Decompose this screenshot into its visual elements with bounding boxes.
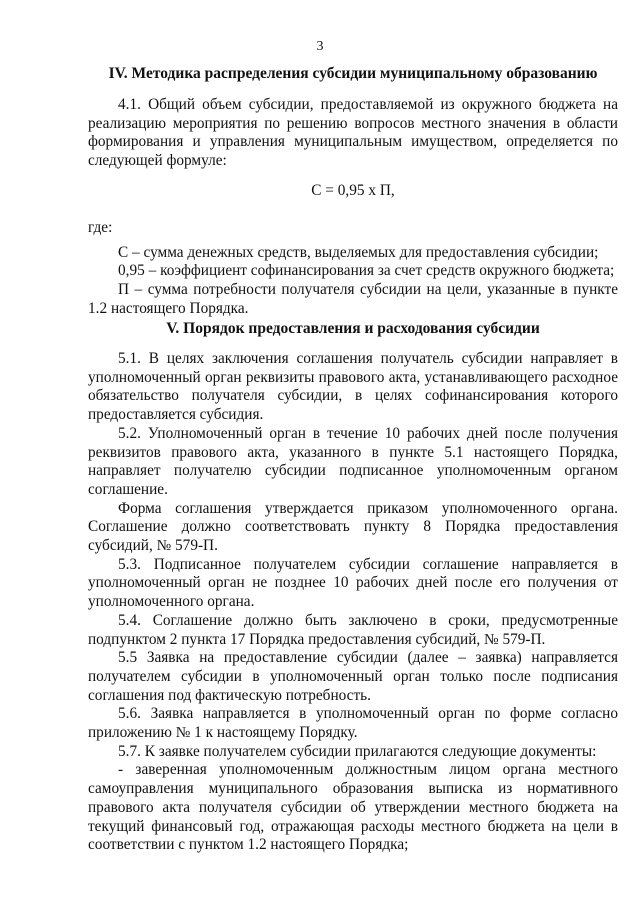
paragraph-5-2-form: Форма соглашения утверждается приказом уполномоченного органа. Соглашение должно соответствовать пункту 8 Порядка предоставления субсидий, № 579-П. <box>88 499 618 555</box>
definition-c: С – сумма денежных средств, выделяемых для предоставления субсидии; <box>118 243 599 261</box>
definition-p: П – сумма потребности получателя субсидии на цели, указанные в пункте 1.2 настоящего Порядка. <box>88 281 618 317</box>
paragraph-4-1: 4.1. Общий объем субсидии, предоставляемой из окружного бюджета на реализацию мероприятия по решению вопросов местного значения в области формирования и управления муниципальным имуществом, определяется по следующей формуле: <box>88 96 618 170</box>
where-label: где: <box>88 219 113 236</box>
paragraph-5-3: 5.3. Подписанное получателем субсидии соглашение направляется в уполномоченный орган не позднее 10 рабочих дней после его получения от уполномоченного органа. <box>88 555 618 611</box>
formula-block <box>88 182 618 201</box>
definitions-block <box>88 219 618 319</box>
section-4-body <box>88 96 618 171</box>
paragraph-5-5: 5.5 Заявка на предоставление субсидии (далее – заявка) направляется получателем субсидии в уполномоченный орган только после подписания соглашения под фактическую потребность. <box>88 649 618 704</box>
page-number: 3 <box>316 39 324 54</box>
definition-k: 0,95 – коэффициент софинансирования за счет средств окружного бюджета; <box>118 262 615 280</box>
paragraph-5-1: 5.1. В целях заключения соглашения получатель субсидии направляет в уполномоченный орган реквизиты правового акта, устанавливающего расходное обязательство получателя субсидии, в целях софинансирования которого предоставляется субсидия. <box>88 350 618 424</box>
section-5-heading: V. Порядок предоставления и расходования субсидии <box>166 320 540 337</box>
paragraph-5-4: 5.4. Соглашение должно быть заключено в сроки, предусмотренные подпунктом 2 пункта 17 Порядка предоставления субсидий, № 579-П. <box>88 611 618 648</box>
paragraph-5-7: 5.7. К заявке получателем субсидии прилагаются следующие документы: <box>118 742 597 760</box>
section-4-heading: IV. Методика распределения субсидии муниципальному образованию <box>108 65 598 82</box>
paragraph-5-7-item: - заверенная уполномоченным должностным лицом органа местного самоуправления муниципального образования выписка из нормативного правового акта получателя субсидии об утверждении местного бюджета на текущий финансовый год, отражающая расходы местного бюджета на цели в соответствии с пунктом 1.2 настоящего Порядка; <box>88 761 618 854</box>
paragraph-5-6: 5.6. Заявка направляется в уполномоченный орган по форме согласно приложению № 1 к настоящему Порядку. <box>88 705 618 742</box>
paragraph-5-2: 5.2. Уполномоченный орган в течение 10 рабочих дней после получения реквизитов правового акта, указанного в пункте 5.1 настоящего Порядка, направляет получателю субсидии подписанное уполномоченным органом соглашение. <box>88 424 618 498</box>
section-5-body <box>88 350 618 855</box>
formula: С = 0,95 х П, <box>311 182 395 199</box>
